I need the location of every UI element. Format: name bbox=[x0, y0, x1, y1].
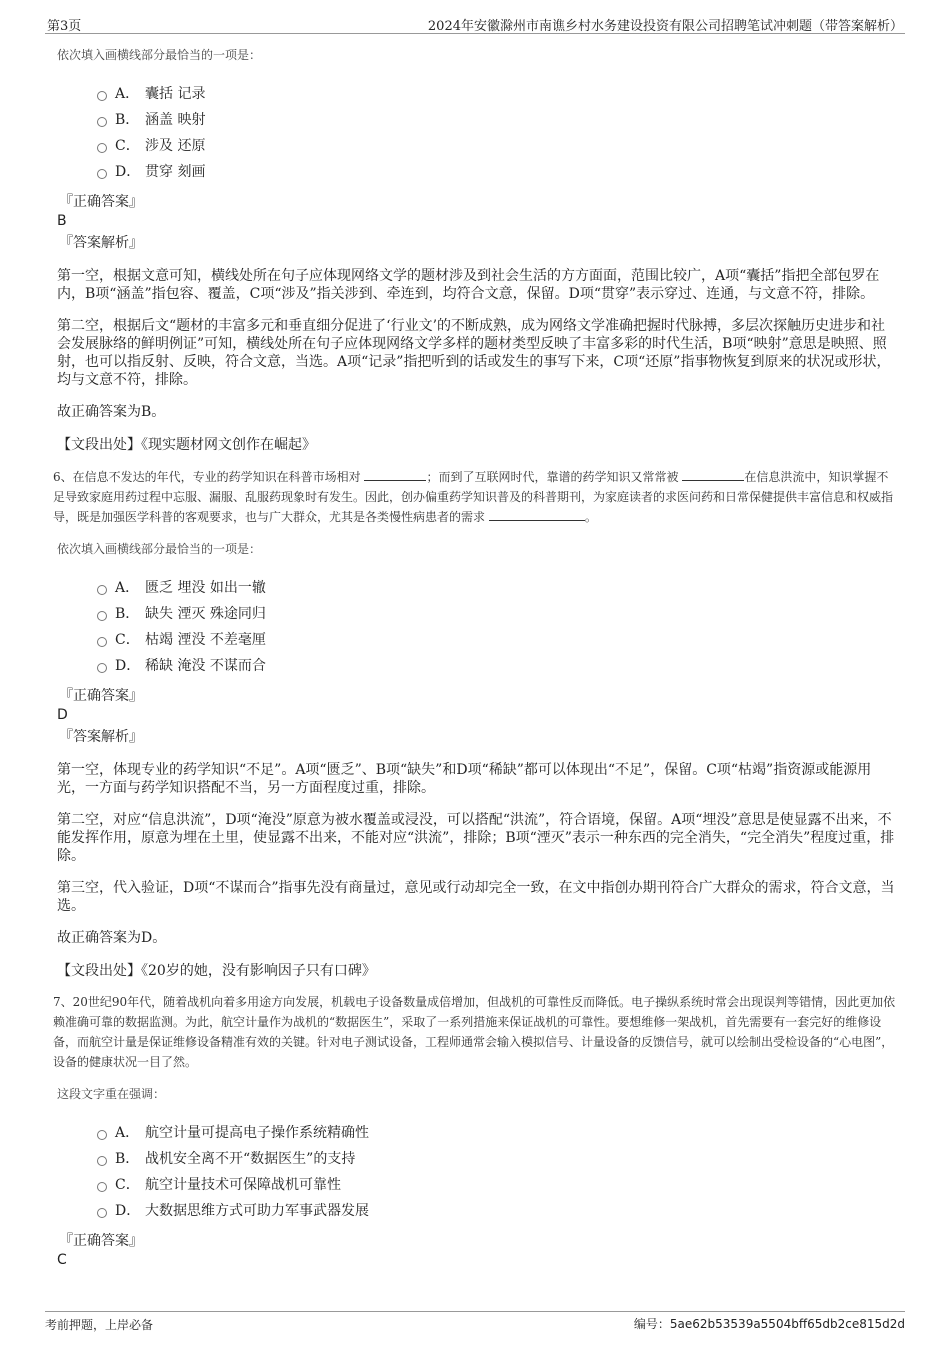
option-text: 战机安全离不开“数据医生”的支持 bbox=[145, 1151, 356, 1167]
q7-option-d[interactable] bbox=[97, 1198, 897, 1224]
q5-analysis-1: 第一空，根据文意可知，横线处所在句子应体现网络文学的题材涉及到社会生活的方方面面，范围比较广，A项“囊括”指把全部包罗在内，B项“涵盖”指包容、覆盖，C项“涉及”指关涉到、牵连到，均符合文意，保留。D项“贯穿”表示穿过、连通，与文意不符，排除。 bbox=[57, 268, 880, 302]
q6-answer: D bbox=[57, 707, 68, 723]
footer-code-value: 5ae62b53539a5504bff65db2ce815d2d bbox=[669, 1317, 905, 1331]
radio-icon[interactable] bbox=[97, 1182, 107, 1192]
q5-option-c[interactable] bbox=[97, 133, 897, 159]
q6-analysis-4: 故正确答案为D。 bbox=[57, 930, 167, 946]
radio-icon[interactable] bbox=[97, 91, 107, 101]
option-letter: D． bbox=[115, 164, 141, 180]
option-letter: C． bbox=[115, 1177, 140, 1193]
q6-analysis-label: 『答案解析』 bbox=[59, 729, 143, 745]
q6-option-b[interactable] bbox=[97, 601, 897, 627]
q5-option-d[interactable] bbox=[97, 159, 897, 185]
q6-option-d[interactable] bbox=[97, 653, 897, 679]
q6-text-2: ；而到了互联网时代，靠谱的药学知识又常常被 bbox=[426, 470, 679, 484]
q5-analysis-3: 故正确答案为B。 bbox=[57, 404, 166, 420]
q5-options bbox=[97, 81, 897, 185]
option-letter: A． bbox=[115, 1125, 140, 1141]
option-letter: D． bbox=[115, 658, 141, 674]
radio-icon[interactable] bbox=[97, 1156, 107, 1166]
option-text: 匮乏 埋没 如出一辙 bbox=[145, 580, 266, 596]
content bbox=[53, 45, 897, 1270]
document-title: 2024年安徽滁州市南谯乡村水务建设投资有限公司招聘笔试冲刺题（带答案解析） bbox=[427, 19, 903, 34]
q7-options bbox=[97, 1120, 897, 1224]
q6-analysis-1: 第一空，体现专业的药学知识“不足”。A项“匮乏”、B项“缺失”和D项“稀缺”都可以体现出“不足”，保留。C项“枯竭”指资源或能源用光，一方面与药学知识搭配不当，另一方面程度过重，排除。 bbox=[57, 762, 872, 796]
page-footer bbox=[45, 1311, 905, 1334]
q5-source: 【文段出处】《现实题材网文创作在崛起》 bbox=[57, 437, 316, 453]
q7-prompt: 这段文字重在强调： bbox=[57, 1087, 166, 1101]
q6-prompt: 依次填入画横线部分最恰当的一项是： bbox=[57, 542, 262, 556]
radio-icon[interactable] bbox=[97, 637, 107, 647]
q6-analysis-3: 第三空，代入验证，D项“不谋而合”指事先没有商量过，意见或行动却完全一致，在文中指创办期刊符合广大群众的需求，符合文意，当选。 bbox=[57, 880, 895, 914]
q6-text-3: 在信息洪流中，知识掌握不足导致家庭用药过程中忘服、漏服、乱服药现象时有发生。因此，创办偏重药学知识普及的科普期刊，为家庭读者的求医问药和日常保健提供丰富信息和权威指导，既是加强医学科普的客观要求，也与广大群众，尤其是各类慢性病患者的需求 bbox=[53, 470, 894, 524]
q7-option-a[interactable] bbox=[97, 1120, 897, 1146]
option-letter: D． bbox=[115, 1203, 141, 1219]
footer-code bbox=[634, 1315, 905, 1332]
q7-text: 7、20世纪90年代，随着战机向着多用途方向发展，机载电子设备数量成倍增加，但战机的可靠性反而降低。电子操纵系统时常会出现误判等错情，因此更加依赖准确可靠的数据监测。为此，航空计量作为战机的“数据医生”，采取了一系列措施来保证战机的可靠性。要想维修一架战机，首先需要有一套完好的维修设备，而航空计量是保证维修设备精准有效的关键。针对电子测试设备，工程师通常会输入模拟信号、计量设备的反馈信号，就可以绘制出受检设备的“心电图”，设备的健康状况一目了然。 bbox=[53, 995, 896, 1069]
option-text: 涵盖 映射 bbox=[145, 112, 206, 128]
page-header bbox=[45, 14, 905, 34]
radio-icon[interactable] bbox=[97, 1130, 107, 1140]
radio-icon[interactable] bbox=[97, 169, 107, 179]
footer-code-label: 编号： bbox=[633, 1317, 670, 1331]
q6-option-a[interactable] bbox=[97, 575, 897, 601]
q7-answer: C bbox=[57, 1252, 67, 1268]
option-letter: A． bbox=[115, 580, 140, 596]
q6-text bbox=[53, 467, 897, 527]
option-text: 稀缺 淹没 不谋而合 bbox=[145, 658, 266, 674]
blank-3 bbox=[489, 508, 585, 521]
option-letter: B． bbox=[115, 606, 140, 622]
option-letter: C． bbox=[115, 138, 140, 154]
q5-analysis-label: 『答案解析』 bbox=[59, 235, 143, 251]
option-letter: B． bbox=[115, 1151, 140, 1167]
footer-slogan: 考前押题，上岸必备 bbox=[45, 1318, 154, 1332]
radio-icon[interactable] bbox=[97, 1208, 107, 1218]
q6-options bbox=[97, 575, 897, 679]
option-text: 囊括 记录 bbox=[145, 86, 206, 102]
q5-option-a[interactable] bbox=[97, 81, 897, 107]
q7-option-c[interactable] bbox=[97, 1172, 897, 1198]
q7-option-b[interactable] bbox=[97, 1146, 897, 1172]
page-number: 第3页 bbox=[47, 19, 82, 34]
radio-icon[interactable] bbox=[97, 585, 107, 595]
q5-answer: B bbox=[57, 213, 67, 229]
radio-icon[interactable] bbox=[97, 663, 107, 673]
q6-option-c[interactable] bbox=[97, 627, 897, 653]
option-text: 大数据思维方式可助力军事武器发展 bbox=[145, 1203, 369, 1219]
q5-answer-label: 『正确答案』 bbox=[59, 194, 143, 210]
radio-icon[interactable] bbox=[97, 117, 107, 127]
blank-1 bbox=[364, 468, 426, 481]
radio-icon[interactable] bbox=[97, 611, 107, 621]
option-text: 航空计量可提高电子操作系统精确性 bbox=[145, 1125, 369, 1141]
option-text: 缺失 湮灭 殊途同归 bbox=[145, 606, 266, 622]
q6-text-1: 6、在信息不发达的年代，专业的药学知识在科普市场相对 bbox=[53, 470, 361, 484]
option-letter: B． bbox=[115, 112, 140, 128]
q6-text-4: 。 bbox=[584, 510, 597, 524]
q6-source: 【文段出处】《20岁的她，没有影响因子只有口碑》 bbox=[57, 963, 376, 979]
q6-answer-label: 『正确答案』 bbox=[59, 688, 143, 704]
option-text: 航空计量技术可保障战机可靠性 bbox=[145, 1177, 341, 1193]
radio-icon[interactable] bbox=[97, 143, 107, 153]
q7-answer-label: 『正确答案』 bbox=[59, 1233, 143, 1249]
option-letter: A． bbox=[115, 86, 140, 102]
q5-analysis-2: 第二空，根据后文“题材的丰富多元和垂直细分促进了‘行业文’的不断成熟，成为网络文学准确把握时代脉搏，多层次探触历史进步和社会发展脉络的鲜明例证”可知，横线处所在句子应体现网络文学多样的题材类型反映了丰富多彩的时代生活，B项“映射”意思是映照、照射，也可以指反射、反映，符合文意，当选。A项“记录”指把听到的话或发生的事写下来，C项“还原”指事物恢复到原来的状况或形状，均与文意不符，排除。 bbox=[57, 318, 891, 388]
option-text: 贯穿 刻画 bbox=[145, 164, 206, 180]
option-text: 枯竭 湮没 不差毫厘 bbox=[145, 632, 266, 648]
blank-2 bbox=[682, 468, 744, 481]
option-text: 涉及 还原 bbox=[145, 138, 206, 154]
q6-analysis-2: 第二空，对应“信息洪流”，D项“淹没”原意为被水覆盖或浸没，可以搭配“洪流”，符合语境，保留。A项“埋没”意思是使显露不出来，不能发挥作用，原意为埋在土里，使显露不出来，不能对应“洪流”，排除；B项“湮灭”表示一种东西的完全消失，“完全消失”程度过重，排除。 bbox=[57, 812, 895, 864]
q5-option-b[interactable] bbox=[97, 107, 897, 133]
option-letter: C． bbox=[115, 632, 140, 648]
q5-prompt: 依次填入画横线部分最恰当的一项是： bbox=[57, 48, 262, 62]
